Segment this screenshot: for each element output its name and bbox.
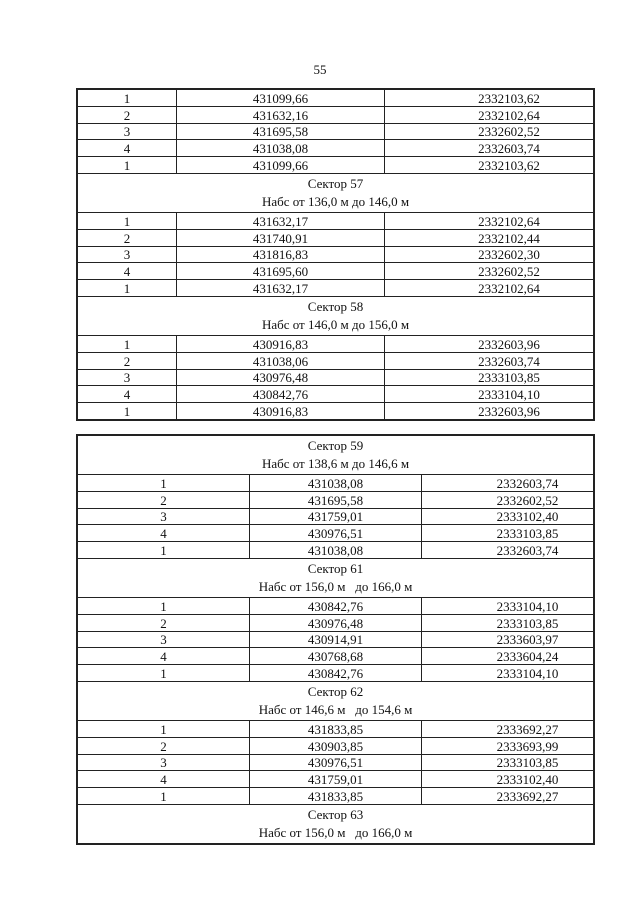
table-row	[78, 788, 594, 805]
sector-heading-row	[78, 558, 594, 597]
y-coordinate-cell: 2332603,74	[385, 140, 594, 157]
y-coordinate-cell: 2332103,62	[385, 90, 594, 107]
point-number-cell: 1	[78, 665, 250, 682]
table-row	[78, 648, 594, 665]
x-coordinate-cell: 431740,91	[177, 229, 385, 246]
table-row	[78, 754, 594, 771]
table-row	[78, 665, 594, 682]
y-coordinate-cell: 2332603,74	[422, 542, 594, 559]
point-number-cell: 1	[78, 542, 250, 559]
point-number-cell: 2	[78, 106, 177, 123]
x-coordinate-cell: 430976,51	[250, 754, 422, 771]
y-coordinate-cell: 2333692,27	[422, 720, 594, 737]
x-coordinate-cell: 430842,76	[250, 597, 422, 614]
point-number-cell: 3	[78, 508, 250, 525]
point-number-cell: 4	[78, 771, 250, 788]
point-number-cell: 4	[78, 648, 250, 665]
y-coordinate-cell: 2332102,44	[385, 229, 594, 246]
x-coordinate-cell: 431632,17	[177, 280, 385, 297]
x-coordinate-cell: 431038,08	[177, 140, 385, 157]
table-row	[78, 386, 594, 403]
y-coordinate-cell: 2332603,74	[385, 352, 594, 369]
table-row	[78, 106, 594, 123]
y-coordinate-cell: 2333693,99	[422, 737, 594, 754]
x-coordinate-cell: 431695,60	[177, 263, 385, 280]
table-row	[78, 720, 594, 737]
table-row	[78, 614, 594, 631]
coordinates-table-bottom	[76, 434, 595, 845]
point-number-cell: 4	[78, 263, 177, 280]
point-number-cell: 3	[78, 369, 177, 386]
sector-heading	[78, 804, 594, 843]
x-coordinate-cell: 431632,16	[177, 106, 385, 123]
x-coordinate-cell: 430903,85	[250, 737, 422, 754]
x-coordinate-cell: 430916,83	[177, 335, 385, 352]
table-body	[78, 90, 594, 420]
sector-title: Сектор 63	[307, 806, 364, 822]
table-row	[78, 525, 594, 542]
sector-heading-row	[78, 436, 594, 475]
table-row	[78, 246, 594, 263]
sector-heading	[78, 436, 594, 475]
y-coordinate-cell: 2332603,96	[385, 335, 594, 352]
x-coordinate-cell: 431038,08	[250, 475, 422, 492]
sector-altitude-range: Набс от 156,0 м до 166,0 м	[258, 824, 413, 840]
point-number-cell: 1	[78, 720, 250, 737]
sector-heading	[78, 558, 594, 597]
sector-heading-row	[78, 296, 594, 335]
y-coordinate-cell: 2333103,85	[385, 369, 594, 386]
table-row	[78, 631, 594, 648]
table-row	[78, 491, 594, 508]
table-row	[78, 352, 594, 369]
y-coordinate-cell: 2332602,52	[422, 491, 594, 508]
point-number-cell: 3	[78, 123, 177, 140]
point-number-cell: 2	[78, 352, 177, 369]
table-row	[78, 140, 594, 157]
y-coordinate-cell: 2332603,96	[385, 403, 594, 420]
sector-heading	[78, 681, 594, 720]
x-coordinate-cell: 430976,51	[250, 525, 422, 542]
point-number-cell: 2	[78, 491, 250, 508]
y-coordinate-cell: 2332103,62	[385, 157, 594, 174]
table-body	[78, 436, 594, 844]
page-number: 55	[313, 62, 327, 77]
y-coordinate-cell: 2333104,10	[422, 597, 594, 614]
sector-title: Сектор 58	[307, 298, 364, 314]
y-coordinate-cell: 2333104,10	[385, 386, 594, 403]
table-row	[78, 403, 594, 420]
point-number-cell: 2	[78, 229, 177, 246]
y-coordinate-cell: 2332602,52	[385, 263, 594, 280]
point-number-cell: 4	[78, 386, 177, 403]
point-number-cell: 4	[78, 525, 250, 542]
y-coordinate-cell: 2332102,64	[385, 106, 594, 123]
x-coordinate-cell: 430768,68	[250, 648, 422, 665]
table-row	[78, 90, 594, 107]
table-row	[78, 157, 594, 174]
point-number-cell: 3	[78, 246, 177, 263]
sector-altitude-range: Набс от 146,6 м до 154,6 м	[258, 701, 413, 717]
y-coordinate-cell: 2333103,85	[422, 754, 594, 771]
sector-title: Сектор 61	[307, 560, 364, 576]
y-coordinate-cell: 2333102,40	[422, 771, 594, 788]
x-coordinate-cell: 431099,66	[177, 90, 385, 107]
y-coordinate-cell: 2333604,24	[422, 648, 594, 665]
coordinates-table-top	[76, 88, 595, 421]
y-coordinate-cell: 2333102,40	[422, 508, 594, 525]
point-number-cell: 1	[78, 157, 177, 174]
sector-title: Сектор 62	[307, 683, 364, 699]
sector-title: Сектор 57	[307, 175, 364, 191]
point-number-cell: 1	[78, 90, 177, 107]
y-coordinate-cell: 2333103,85	[422, 614, 594, 631]
x-coordinate-cell: 430916,83	[177, 403, 385, 420]
y-coordinate-cell: 2333692,27	[422, 788, 594, 805]
table-row	[78, 542, 594, 559]
x-coordinate-cell: 430842,76	[250, 665, 422, 682]
sector-heading-row	[78, 681, 594, 720]
table-row	[78, 335, 594, 352]
y-coordinate-cell: 2332602,52	[385, 123, 594, 140]
point-number-cell: 1	[78, 597, 250, 614]
table-row	[78, 263, 594, 280]
sector-altitude-range: Набс от 136,0 м до 146,0 м	[261, 193, 410, 209]
x-coordinate-cell: 431695,58	[177, 123, 385, 140]
point-number-cell: 1	[78, 475, 250, 492]
x-coordinate-cell: 431632,17	[177, 212, 385, 229]
y-coordinate-cell: 2332102,64	[385, 280, 594, 297]
x-coordinate-cell: 431695,58	[250, 491, 422, 508]
table-row	[78, 508, 594, 525]
sector-altitude-range: Набс от 156,0 м до 166,0 м	[258, 578, 413, 594]
sector-altitude-range: Набс от 146,0 м до 156,0 м	[261, 316, 410, 332]
table-row	[78, 771, 594, 788]
y-coordinate-cell: 2333104,10	[422, 665, 594, 682]
table-row	[78, 123, 594, 140]
point-number-cell: 2	[78, 737, 250, 754]
point-number-cell: 1	[78, 403, 177, 420]
table-row	[78, 597, 594, 614]
x-coordinate-cell: 431759,01	[250, 771, 422, 788]
x-coordinate-cell: 431099,66	[177, 157, 385, 174]
sector-altitude-range: Набс от 138,6 м до 146,6 м	[261, 456, 410, 471]
point-number-cell: 3	[78, 631, 250, 648]
x-coordinate-cell: 430976,48	[177, 369, 385, 386]
point-number-cell: 4	[78, 140, 177, 157]
sector-heading	[78, 173, 594, 212]
x-coordinate-cell: 430976,48	[250, 614, 422, 631]
table-row	[78, 212, 594, 229]
point-number-cell: 3	[78, 754, 250, 771]
point-number-cell: 1	[78, 212, 177, 229]
point-number-cell: 2	[78, 614, 250, 631]
x-coordinate-cell: 430914,91	[250, 631, 422, 648]
x-coordinate-cell: 430842,76	[177, 386, 385, 403]
table-row	[78, 369, 594, 386]
table-row	[78, 280, 594, 297]
table-row	[78, 737, 594, 754]
x-coordinate-cell: 431833,85	[250, 788, 422, 805]
point-number-cell: 1	[78, 280, 177, 297]
table-row	[78, 475, 594, 492]
y-coordinate-cell: 2332602,30	[385, 246, 594, 263]
x-coordinate-cell: 431759,01	[250, 508, 422, 525]
point-number-cell: 1	[78, 335, 177, 352]
x-coordinate-cell: 431833,85	[250, 720, 422, 737]
sector-heading-row	[78, 804, 594, 843]
y-coordinate-cell: 2332102,64	[385, 212, 594, 229]
table-row	[78, 229, 594, 246]
sector-title: Сектор 59	[307, 438, 364, 453]
sector-heading	[78, 296, 594, 335]
x-coordinate-cell: 431038,08	[250, 542, 422, 559]
point-number-cell: 1	[78, 788, 250, 805]
x-coordinate-cell: 431038,06	[177, 352, 385, 369]
x-coordinate-cell: 431816,83	[177, 246, 385, 263]
y-coordinate-cell: 2333103,85	[422, 525, 594, 542]
y-coordinate-cell: 2333603,97	[422, 631, 594, 648]
sector-heading-row	[78, 173, 594, 212]
y-coordinate-cell: 2332603,74	[422, 475, 594, 492]
